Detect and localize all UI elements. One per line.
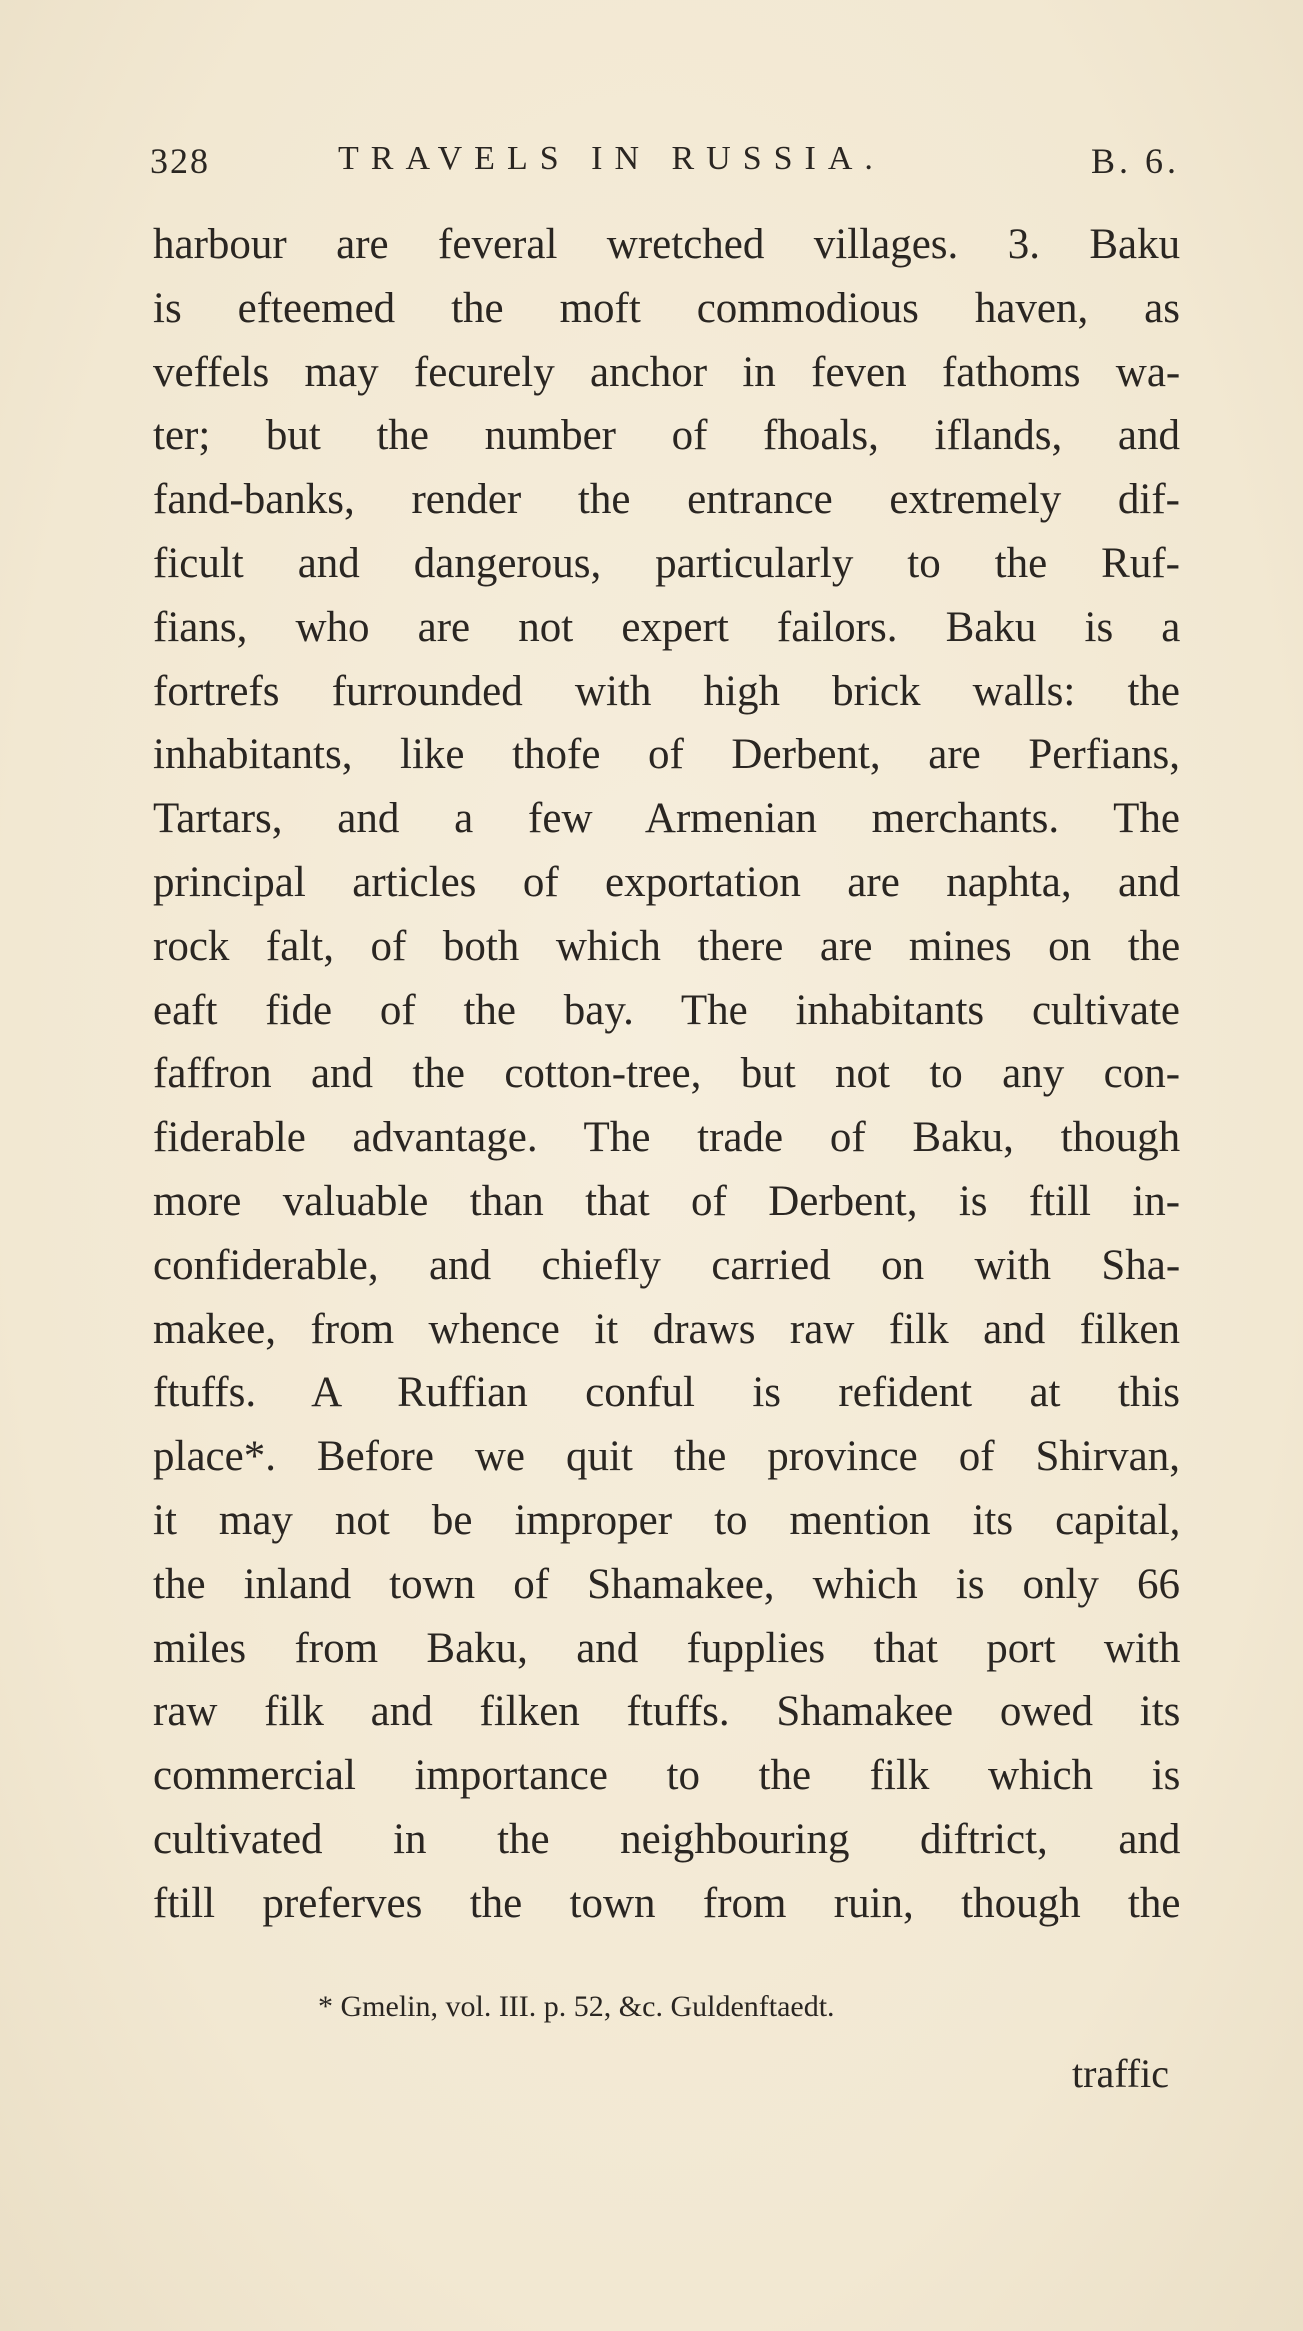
text-line: confiderable, and chiefly carried on with Sha- (153, 1241, 1181, 1289)
text-line: more valuable than that of Derbent, is ftill in- (153, 1177, 1181, 1225)
text-line: ter; but the number of fhoals, iflands, and (153, 412, 1180, 460)
text-line: rock falt, of both which there are mines on the (153, 922, 1181, 970)
text-line: commercial importance to the filk which is (153, 1752, 1181, 1800)
text-line: raw filk and filken ftuffs. Shamakee owed its (153, 1688, 1181, 1736)
text-line: ficult and dangerous, particularly to the Ruf- (153, 539, 1180, 587)
text-line: ftill preferves the town from ruin, though the (153, 1879, 1181, 1927)
text-line: Tartars, and a few Armenian merchants. The (153, 795, 1180, 843)
text-line: principal articles of exportation are naphta, and (153, 858, 1181, 906)
text-line: faffron and the cotton-tree, but not to any con- (153, 1050, 1181, 1098)
text-line: inhabitants, like thofe of Derbent, are Perfians, (153, 731, 1180, 779)
text-line: miles from Baku, and fupplies that port with (153, 1624, 1181, 1672)
text-line: place*. Before we quit the province of Shirvan, (153, 1433, 1180, 1481)
catchword: traffic (1072, 2051, 1169, 2096)
text-line: makee, from whence it draws raw filk and filken (153, 1305, 1180, 1353)
running-header (150, 140, 1180, 200)
text-line: ftuffs. A Ruffian conful is refident at this (153, 1369, 1180, 1417)
text-line: fians, who are not expert failors. Baku is a (153, 603, 1181, 651)
text-line: it may not be improper to mention its capital, (153, 1496, 1181, 1544)
text-line: fand-banks, render the entrance extremely dif- (153, 476, 1180, 524)
running-title: TRAVELS IN RUSSIA. (338, 140, 885, 177)
page-number: 328 (150, 141, 210, 181)
text-line: fiderable advantage. The trade of Baku, though (153, 1114, 1181, 1162)
text-line: eaft fide of the bay. The inhabitants cultivate (153, 986, 1180, 1034)
book-marker: B. 6. (1090, 141, 1180, 181)
body-text (153, 213, 1180, 1936)
text-line: harbour are feveral wretched villages. 3. Baku (153, 221, 1181, 268)
text-line: veffels may fecurely anchor in feven fathoms wa- (153, 348, 1181, 396)
text-line: is efteemed the moft commodious haven, as (153, 284, 1180, 332)
text-line: cultivated in the neighbouring diftrict, and (153, 1815, 1181, 1863)
footnote: * Gmelin, vol. III. p. 52, &c. Guldenftaedt. (318, 1990, 835, 2023)
text-line: fortrefs furrounded with high brick walls: the (153, 667, 1180, 715)
text-line: the inland town of Shamakee, which is only 66 (153, 1560, 1180, 1608)
